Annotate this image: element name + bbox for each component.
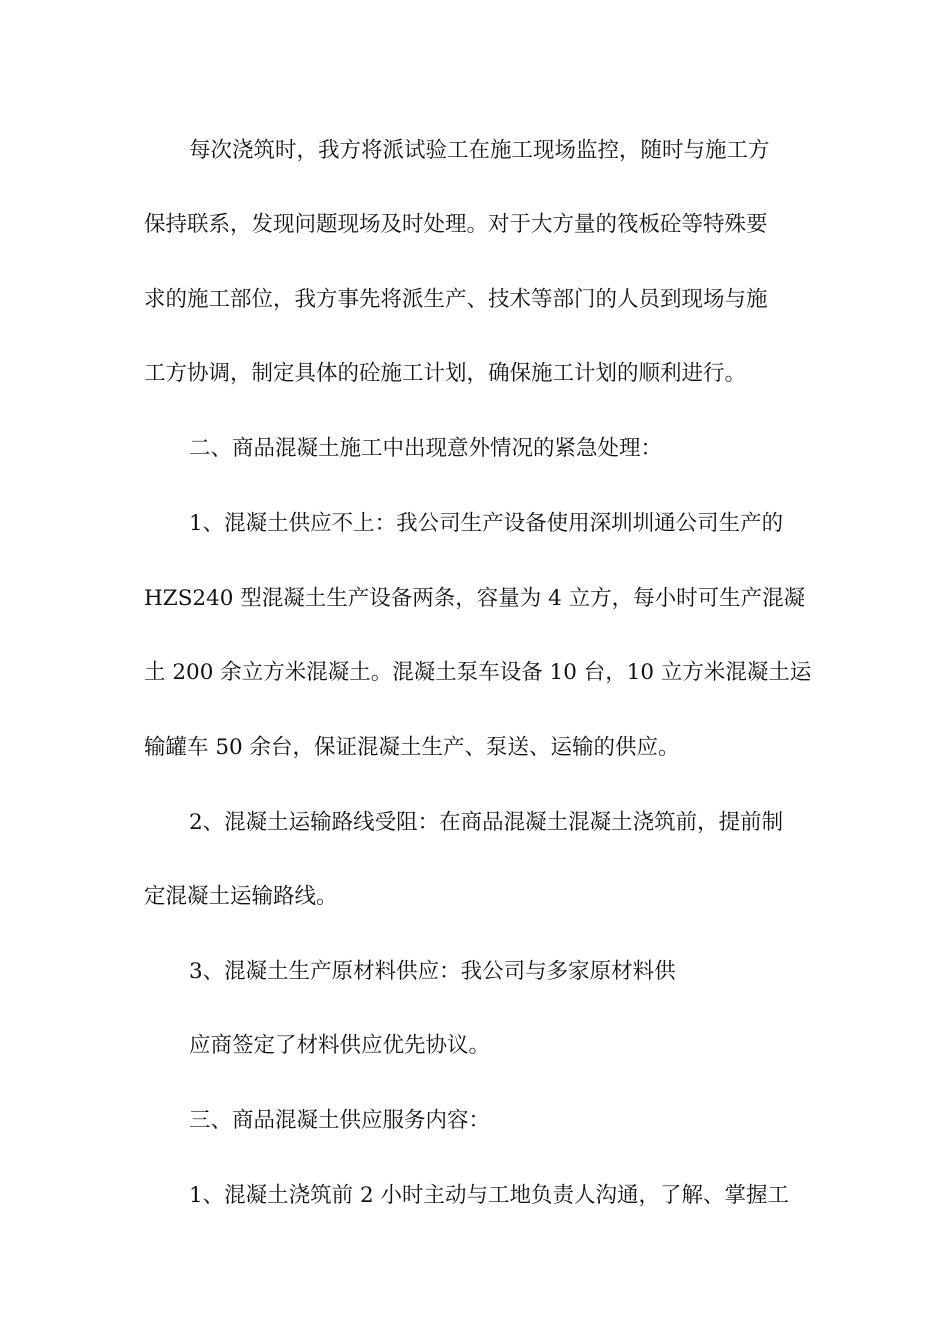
- section-heading-2: 二、商品混凝土施工中出现意外情况的紧急处理：: [189, 436, 663, 461]
- item-1-line-3: 土 200 余立方米混凝土。混凝土泵车设备 10 台，10 立方米混凝土运: [144, 660, 812, 685]
- paragraph-1-line-3: 求的施工部位，我方事先将派生产、技术等部门的人员到现场与施: [144, 287, 768, 312]
- section-heading-3: 三、商品混凝土供应服务内容：: [189, 1108, 491, 1133]
- paragraph-1-line-1: 每次浇筑时，我方将派试验工在施工现场监控，随时与施工方: [189, 138, 770, 163]
- item-1-line-4: 输罐车 50 余台，保证混凝土生产、泵送、运输的供应。: [144, 735, 680, 760]
- item-2-line-2: 定混凝土运输路线。: [144, 884, 338, 909]
- item-3-line-2: 应商签定了材料供应优先协议。: [189, 1033, 491, 1058]
- item-1-line-1: 1、混凝土供应不上：我公司生产设备使用深圳圳通公司生产的: [189, 511, 784, 536]
- paragraph-1-line-2: 保持联系，发现问题现场及时处理。对于大方量的筏板砼等特殊要: [144, 212, 768, 237]
- paragraph-1-line-4: 工方协调，制定具体的砼施工计划，确保施工计划的顺利进行。: [144, 361, 747, 386]
- service-item-1-line-1: 1、混凝土浇筑前 2 小时主动与工地负责人沟通，了解、掌握工: [189, 1183, 790, 1208]
- item-1-line-2: HZS240 型混凝土生产设备两条，容量为 4 立方，每小时可生产混凝: [144, 586, 806, 611]
- item-2-line-1: 2、混凝土运输路线受阻：在商品混凝土混凝土浇筑前，提前制: [189, 810, 784, 835]
- item-3-line-1: 3、混凝土生产原材料供应：我公司与多家原材料供: [189, 959, 676, 984]
